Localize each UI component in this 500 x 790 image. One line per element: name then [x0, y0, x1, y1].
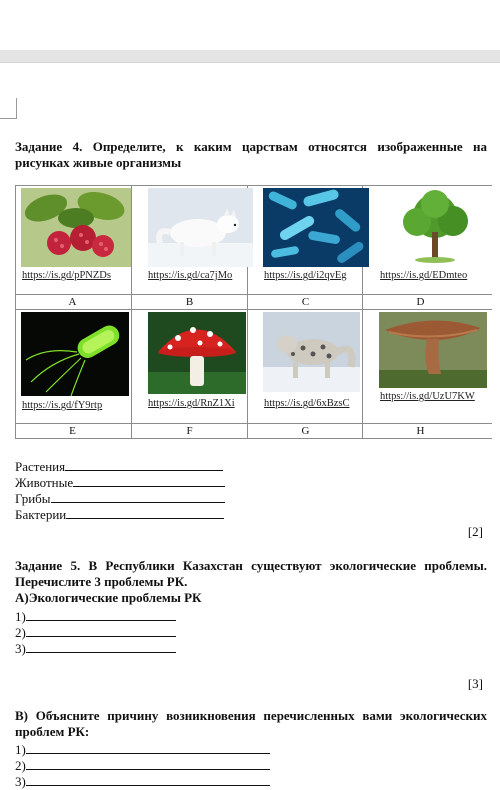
letter-c: C — [301, 296, 310, 308]
answer-bacteria-label: Бактерии — [15, 507, 67, 522]
url-link-e[interactable]: https://is.gd/fY9rtp — [22, 400, 103, 411]
part-b-item-2-label: 2) — [15, 758, 26, 773]
answer-plants-row — [15, 458, 487, 475]
margin-corner-mark-h — [0, 118, 17, 119]
part-b-item-2 — [15, 757, 487, 774]
answer-animals-blank[interactable] — [73, 474, 225, 487]
part-a-item-1-blank[interactable] — [26, 608, 176, 621]
part-b-item-1 — [15, 741, 487, 758]
url-link-b[interactable]: https://is.gd/ca7jMo — [148, 270, 233, 281]
task5-part-b-line2: проблем РК: — [15, 724, 90, 739]
answer-fungi-blank[interactable] — [51, 490, 225, 503]
brown-mushroom-image — [379, 312, 487, 388]
part-a-item-2 — [15, 624, 487, 641]
page-separator-band — [0, 50, 500, 62]
task5-title: Задание 5. В Республики Казахстан существуют экологические проблемы. — [15, 558, 487, 573]
task5-part-a: А)Экологические проблемы РК — [15, 590, 202, 605]
url-link-a[interactable]: https://is.gd/pPNZDs — [22, 270, 111, 281]
letter-e: E — [69, 425, 76, 437]
url-link-c[interactable]: https://is.gd/i2qvEg — [264, 270, 347, 281]
letter-b: B — [185, 296, 194, 308]
part-b-item-1-label: 1) — [15, 742, 26, 757]
snow-leopard-image — [263, 312, 360, 392]
url-link-d[interactable]: https://is.gd/EDmteo — [380, 270, 468, 281]
letter-g: G — [301, 425, 310, 437]
organisms-table — [15, 185, 492, 439]
bacteria-blue-image — [263, 188, 369, 267]
task5-part-b: В) Объясните причину возникновения перечисленных вами экологических — [15, 708, 487, 723]
part-b-item-3-label: 3) — [15, 774, 26, 789]
arctic-fox-image — [148, 188, 253, 267]
window-top-area — [0, 0, 500, 50]
fly-agaric-image — [148, 312, 246, 394]
letter-a: A — [68, 296, 77, 308]
answer-fungi-row — [15, 490, 487, 507]
part-b-item-2-blank[interactable] — [26, 757, 270, 770]
answer-plants-blank[interactable] — [65, 458, 223, 471]
task4-score: [2] — [467, 524, 483, 539]
part-b-item-1-blank[interactable] — [26, 741, 270, 754]
part-a-item-2-blank[interactable] — [26, 624, 176, 637]
letter-h: H — [416, 425, 425, 437]
task5-score: [3] — [467, 676, 483, 691]
part-a-item-3-label: 3) — [15, 641, 26, 656]
url-link-h[interactable]: https://is.gd/UzU7KW — [380, 391, 475, 402]
letter-f: F — [186, 425, 193, 437]
answer-animals-label: Животные — [15, 475, 74, 490]
margin-corner-mark — [16, 98, 17, 118]
part-a-item-2-label: 2) — [15, 625, 26, 640]
part-a-item-1-label: 1) — [15, 609, 26, 624]
part-b-item-3-blank[interactable] — [26, 773, 270, 786]
answer-bacteria-row — [15, 506, 487, 523]
task4-title-line2: рисунках живые организмы — [15, 155, 182, 170]
part-a-item-3-blank[interactable] — [26, 640, 176, 653]
answer-bacteria-blank[interactable] — [66, 506, 224, 519]
part-b-item-3 — [15, 773, 487, 790]
page-separator-line — [0, 62, 500, 63]
part-a-item-3 — [15, 640, 487, 657]
url-link-g[interactable]: https://is.gd/6xBzsC — [264, 398, 350, 409]
letter-d: D — [416, 296, 425, 308]
tree-image — [383, 188, 487, 267]
task5-title-line2: Перечислите 3 проблемы РК. — [15, 574, 188, 589]
part-a-item-1 — [15, 608, 487, 625]
url-link-f[interactable]: https://is.gd/RnZ1Xi — [148, 398, 235, 409]
answer-fungi-label: Грибы — [15, 491, 51, 506]
answer-animals-row — [15, 474, 487, 491]
green-bacterium-image — [21, 312, 129, 396]
answer-plants-label: Растения — [15, 459, 66, 474]
task4-title: Задание 4. Определите, к каким царствам относятся изображенные на — [15, 139, 487, 154]
raspberries-image — [21, 188, 131, 267]
